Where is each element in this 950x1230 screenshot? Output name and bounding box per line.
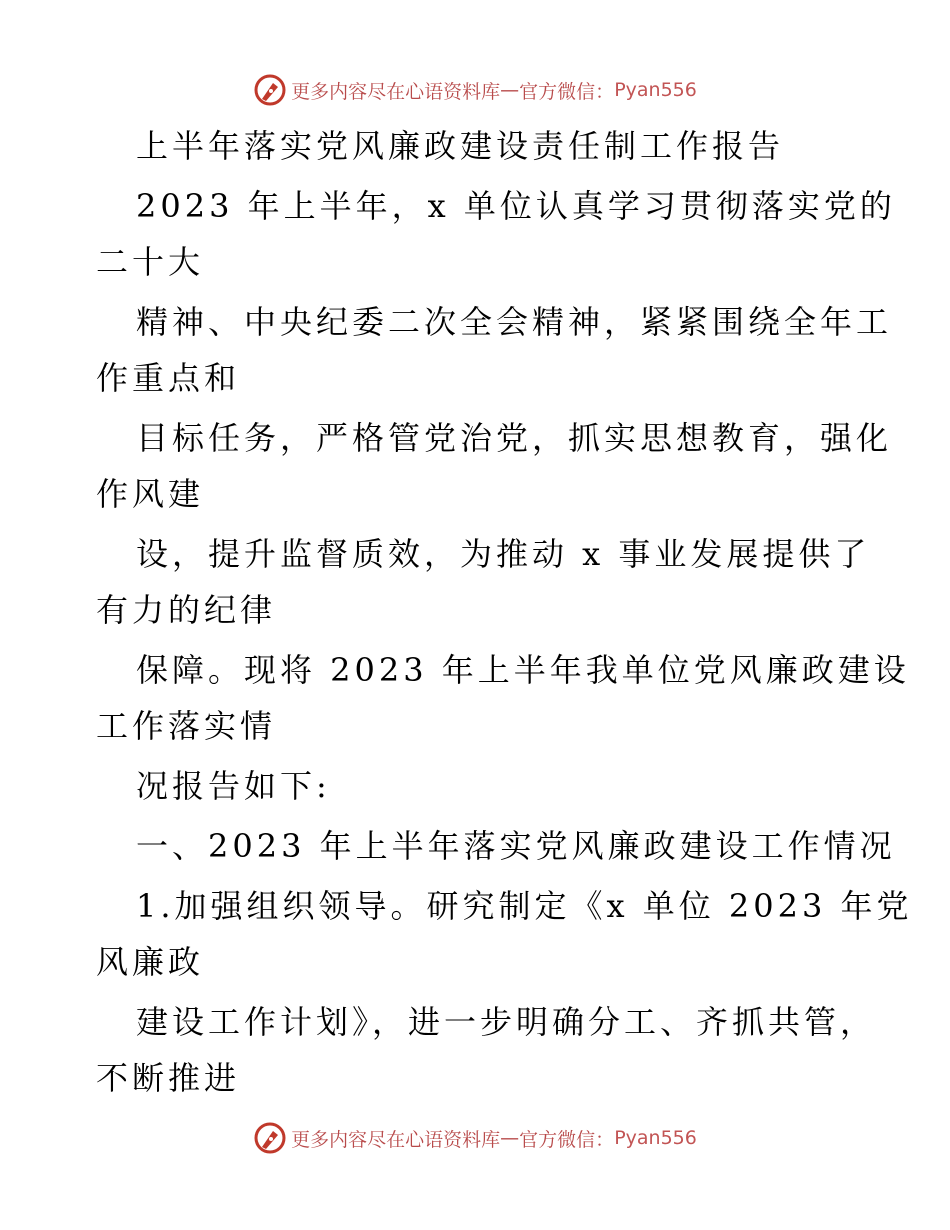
paragraph-line: 工作落实情 bbox=[96, 707, 277, 745]
paragraph-line: 作风建 bbox=[96, 475, 205, 513]
watermark-id: Pyan556 bbox=[614, 1127, 697, 1149]
watermark-dash: — bbox=[500, 1127, 520, 1149]
paragraph-line: 二十大 bbox=[96, 243, 205, 281]
paragraph-line: 目标任务，严格管党治党，抓实思想教育，强化 bbox=[136, 419, 893, 457]
paragraph-line: 不断推进 bbox=[96, 1059, 241, 1097]
paragraph-line: 风廉政 bbox=[96, 943, 205, 981]
pen-nib-circle-icon bbox=[253, 73, 287, 107]
watermark-dash: — bbox=[500, 79, 520, 101]
header-watermark bbox=[0, 70, 950, 110]
watermark-text: 更多内容尽在心语资料库 bbox=[291, 80, 501, 103]
footer-watermark bbox=[0, 1118, 950, 1158]
document-title: 上半年落实党风廉政建设责任制工作报告 bbox=[136, 127, 785, 165]
watermark-label: 官方微信： bbox=[519, 80, 615, 103]
pen-nib-circle-icon bbox=[253, 1121, 287, 1155]
paragraph-line: 保障。现将 2023 年上半年我单位党风廉政建设 bbox=[136, 651, 910, 689]
section-heading: 一、2023 年上半年落实党风廉政建设工作情况 bbox=[136, 827, 896, 865]
paragraph-line: 1.加强组织领导。研究制定《x 单位 2023 年党 bbox=[136, 887, 913, 925]
watermark-label: 官方微信： bbox=[519, 1128, 615, 1151]
watermark-text: 更多内容尽在心语资料库 bbox=[291, 1128, 501, 1151]
paragraph-line: 有力的纪律 bbox=[96, 591, 277, 629]
paragraph-line: 作重点和 bbox=[96, 359, 241, 397]
paragraph-line: 建设工作计划》，进一步明确分工、齐抓共管， bbox=[136, 1003, 877, 1041]
paragraph-line: 况报告如下: bbox=[136, 767, 331, 805]
watermark-id: Pyan556 bbox=[614, 79, 697, 101]
paragraph-line: 精神、中央纪委二次全会精神，紧紧围绕全年工 bbox=[136, 303, 893, 341]
paragraph-line: 设，提升监督质效，为推动 x 事业发展提供了 bbox=[136, 535, 871, 573]
paragraph-line: 2023 年上半年，x 单位认真学习贯彻落实党的 bbox=[136, 187, 896, 225]
